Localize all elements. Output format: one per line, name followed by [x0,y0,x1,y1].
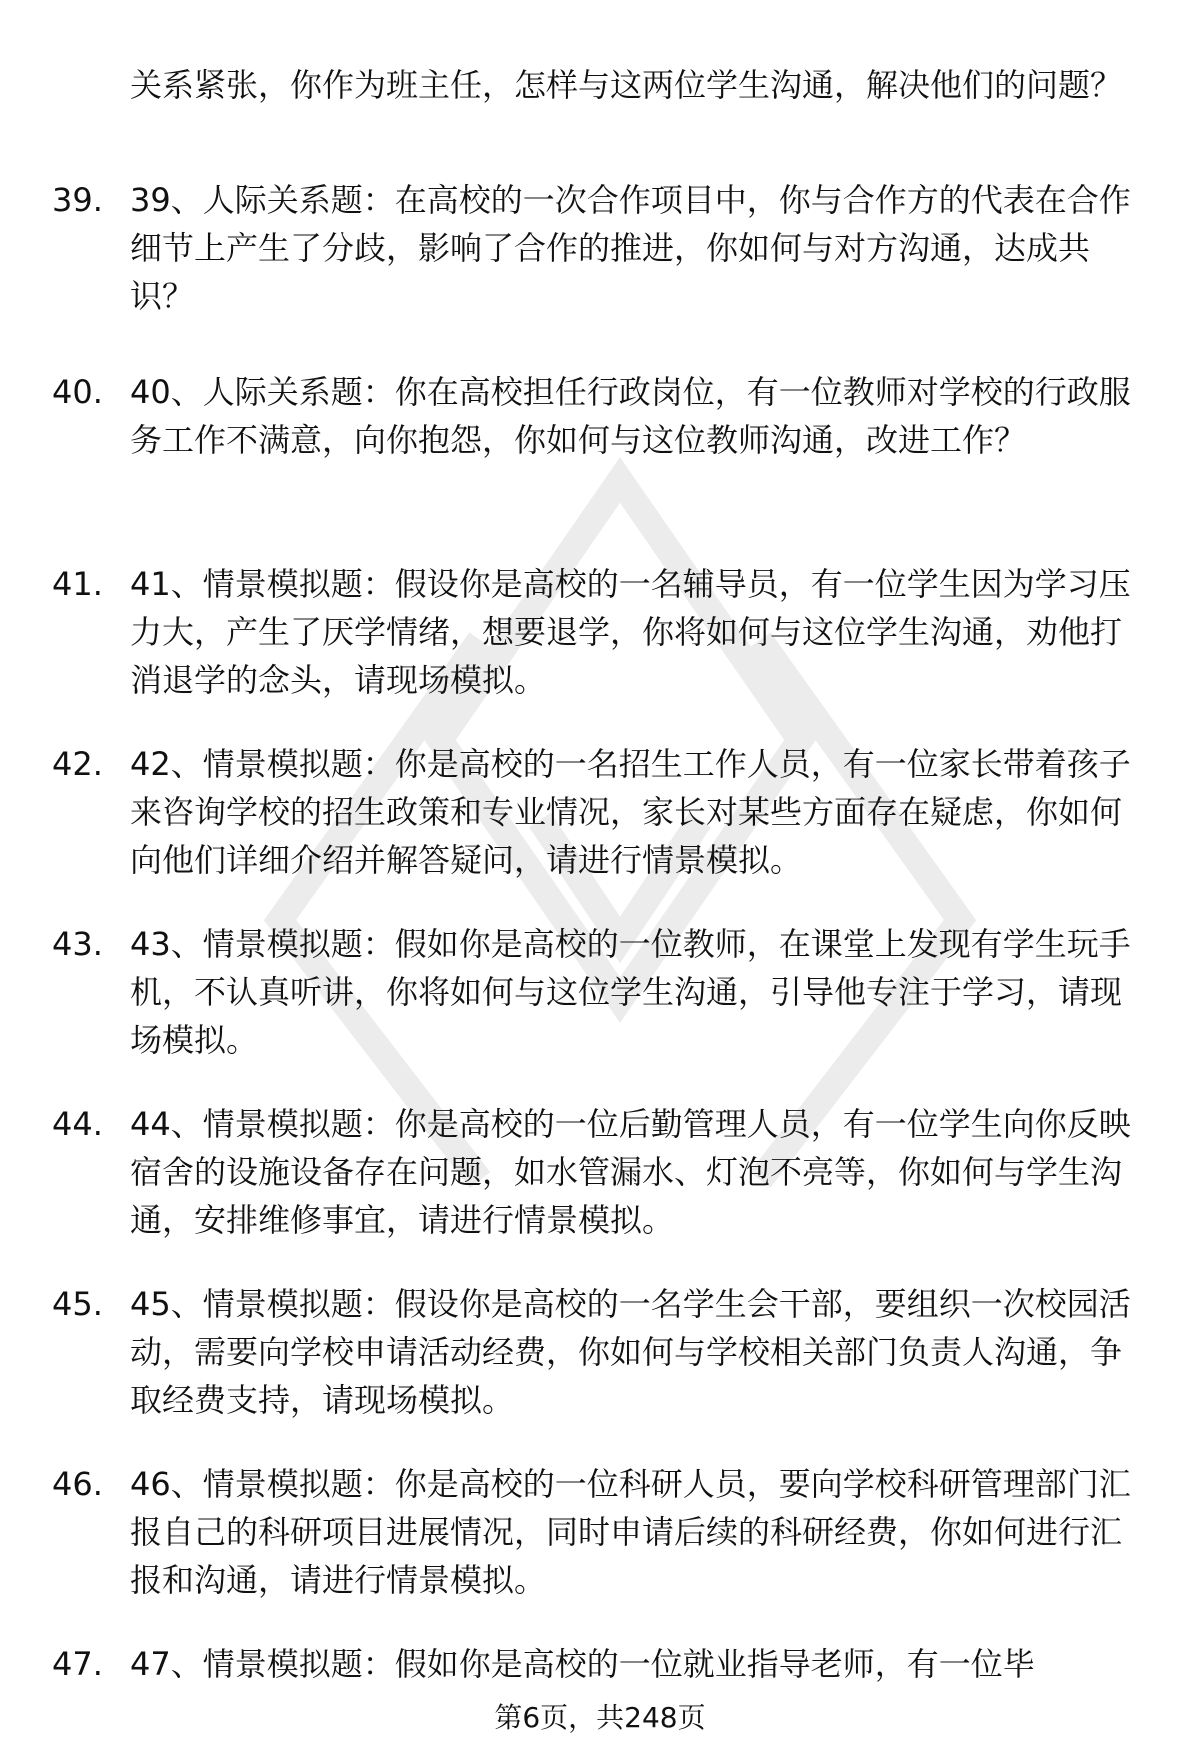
list-item [52,176,1152,320]
item-number: 44. [52,1105,103,1143]
item-text: 39、人际关系题：在高校的一次合作项目中，你与合作方的代表在合作细节上产生了分歧，影响了合作的推进，你如何与对方沟通，达成共识？ [130,181,1131,315]
list-item [52,1460,1152,1604]
list-item [52,740,1152,884]
item-number: 40. [52,373,103,411]
item-number: 41. [52,565,103,603]
item-number: 43. [52,925,103,963]
list-item [52,1100,1152,1244]
item-text: 42、情景模拟题：你是高校的一名招生工作人员，有一位家长带着孩子来咨询学校的招生政策和专业情况，家长对某些方面存在疑虑，你如何向他们详细介绍并解答疑问，请进行情景模拟。 [130,745,1131,879]
list-item [52,920,1152,1064]
page-footer: 第6页，共248页 [494,1701,706,1734]
list-item [52,1640,1152,1688]
item-text: 47、情景模拟题：假如你是高校的一位就业指导老师，有一位毕 [130,1645,1035,1683]
item-text: 41、情景模拟题：假设你是高校的一名辅导员，有一位学生因为学习压力大，产生了厌学情绪，想要退学，你将如何与这位学生沟通，劝他打消退学的念头，请现场模拟。 [130,565,1131,699]
item-number: 39. [52,181,103,219]
item-number: 47. [52,1645,103,1683]
item-number: 46. [52,1465,103,1503]
item-text: 44、情景模拟题：你是高校的一位后勤管理人员，有一位学生向你反映宿舍的设施设备存在问题，如水管漏水、灯泡不亮等，你如何与学生沟通，安排维修事宜，请进行情景模拟。 [130,1105,1131,1239]
item-text: 43、情景模拟题：假如你是高校的一位教师，在课堂上发现有学生玩手机，不认真听讲，你将如何与这位学生沟通，引导他专注于学习，请现场模拟。 [130,925,1131,1059]
item-number: 42. [52,745,103,783]
list-item [52,1280,1152,1424]
list-item [52,560,1152,704]
item-number: 45. [52,1285,103,1323]
item-text: 46、情景模拟题：你是高校的一位科研人员，要向学校科研管理部门汇报自己的科研项目进展情况，同时申请后续的科研经费，你如何进行汇报和沟通，请进行情景模拟。 [130,1465,1131,1599]
list-item [52,368,1152,464]
item-text: 45、情景模拟题：假设你是高校的一名学生会干部，要组织一次校园活动，需要向学校申请活动经费，你如何与学校相关部门负责人沟通，争取经费支持，请现场模拟。 [130,1285,1131,1419]
continuation-text: 关系紧张，你作为班主任，怎样与这两位学生沟通，解决他们的问题？ [130,66,1123,104]
item-text: 40、人际关系题：你在高校担任行政岗位，有一位教师对学校的行政服务工作不满意，向你抱怨，你如何与这位教师沟通，改进工作？ [130,373,1131,459]
